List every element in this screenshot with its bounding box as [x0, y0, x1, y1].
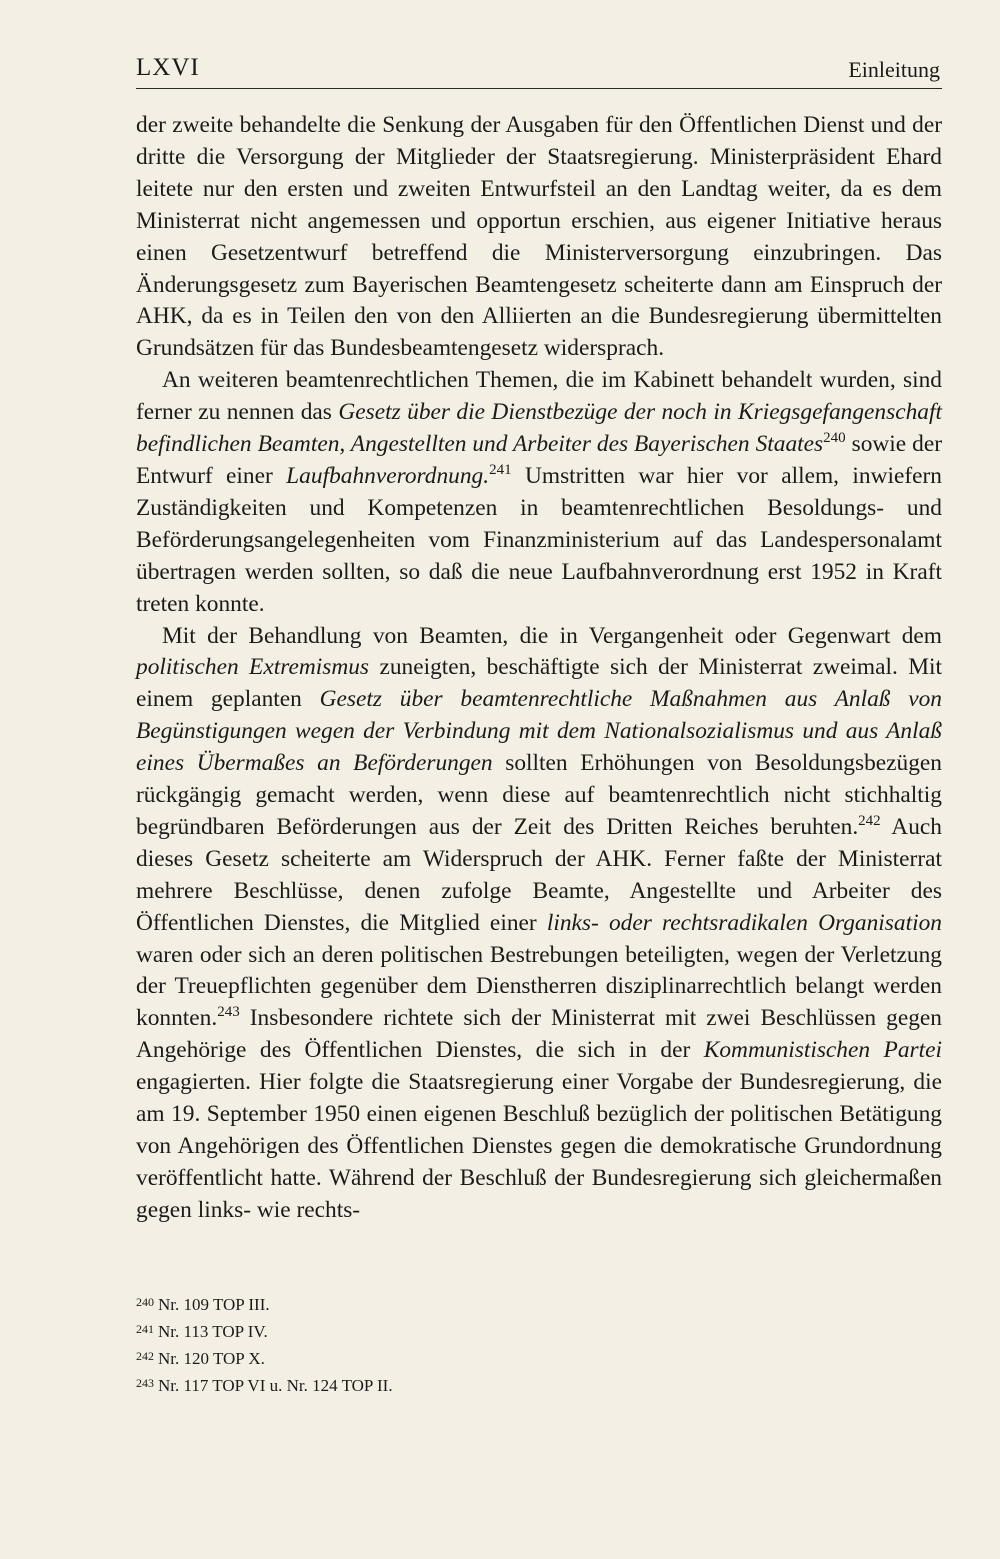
page-header: [136, 54, 942, 89]
body-text: [136, 110, 942, 1227]
footnote-text: Nr. 117 TOP VI u. Nr. 124 TOP II.: [158, 1376, 393, 1395]
text-run: waren oder sich an deren politischen Bestrebungen beteiligten, wegen der Verletzung der Treuepflichten gegenüber dem Dienstherren disziplinarrechtlich belangt werden konnten.: [136, 941, 942, 1032]
footnote-text: Nr. 109 TOP III.: [158, 1295, 270, 1314]
italic-term: politischen Extremismus: [136, 654, 370, 681]
text-run: engagierten. Hier folgte die Staatsregierung einer Vorgabe der Bundesregierung, die am 19. September 1950 einen eigenen Beschluß bezüglich der politischen Betätigung von Angehörigen des Öffentlichen Dienstes gegen die demokratische Grundordnung veröffentlicht hatte. Während der Beschluß der Bundesregierung sich gleichermaßen gegen links- wie rechts-: [136, 1069, 942, 1223]
text-run: Umstritten war hier vor allem, inwiefern Zuständigkeiten und Kompetenzen in beamtenrechtlichen Besoldungs- und Beförderungsangelegenheiten vom Finanzministerium auf das Landespersonalamt übertragen werden sollten, so daß die neue Laufbahnverordnung erst 1952 in Kraft treten konnte.: [136, 462, 943, 617]
footnote-number: 242: [136, 1349, 154, 1363]
text-run: Auch dieses Gesetz scheiterte am Widerspruch der AHK. Ferner faßte der Ministerrat mehrere Beschlüsse, denen zufolge Beamte, Angestellte und Arbeiter des Öffentlichen Dienstes, die Mitglied einer: [136, 813, 942, 936]
paragraph-1: [136, 110, 942, 365]
footnotes: [136, 1290, 942, 1398]
paragraph-3: [136, 621, 942, 1227]
italic-law-title: Gesetz über die Dienstbezüge der noch in Kriegsgefangenschaft befindlichen Beamten, Angestellten und Arbeiter des Bayerischen Staates: [136, 399, 942, 458]
footnote-number: 240: [136, 1295, 154, 1309]
footnote-ref-243: 243: [217, 1004, 240, 1021]
text-run: sollten Erhöhungen von Besoldungsbezügen rückgängig gemacht werden, wenn diese auf beamtenrechtlich nicht stichhaltig begründbaren Beförderungen aus der Zeit des Dritten Reiches beruhten.: [136, 750, 943, 840]
running-head: Einleitung: [848, 57, 940, 82]
italic-law-title: Laufbahnverordnung.: [286, 462, 490, 489]
italic-term: links- oder rechtsradikalen Organisation: [546, 909, 942, 936]
italic-law-title: Gesetz über beamtenrechtliche Maßnahmen aus Anlaß von Begünstigungen wegen der Verbindung mit dem Nationalsozialismus und aus Anlaß eines Übermaßes an Beförderungen: [136, 686, 943, 777]
text-run: sowie der Entwurf einer: [136, 431, 942, 489]
footnote: [136, 1344, 942, 1371]
footnote: [136, 1371, 942, 1398]
footnote-text: Nr. 113 TOP IV.: [158, 1322, 268, 1341]
paragraph-2: [136, 365, 942, 620]
text-run: zuneigten, beschäftigte sich der Ministerrat zweimal. Mit einem geplanten: [136, 654, 942, 713]
footnote: [136, 1317, 942, 1344]
page-number: LXVI: [136, 54, 200, 81]
footnote-ref-241: 241: [489, 461, 512, 478]
footnote-number: 243: [136, 1376, 154, 1390]
footnote-ref-242: 242: [858, 812, 881, 829]
text-run: An weiteren beamtenrechtlichen Themen, die im Kabinett behandelt wurden, sind ferner zu nennen das: [136, 367, 942, 426]
text-run: der zweite behandelte die Senkung der Ausgaben für den Öffentlichen Dienst und der dritte die Versorgung der Mitglieder der Staatsregierung. Ministerpräsident Ehard leitete nur den ersten und zweiten Entwurfsteil an den Landtag weiter, da es dem Ministerrat nicht angemessen und opportun erschien, aus eigener Initiative heraus einen Gesetzentwurf betreffend die Ministerversorgung einzubringen. Das Änderungsgesetz zum Bayerischen Beamtengesetz scheiterte dann am Einspruch der AHK, da es in Teilen den von den Alliierten an die Bundesregierung übermittelten Grundsätzen für das Bundesbeamtengesetz widersprach.: [136, 112, 942, 362]
footnote-number: 241: [136, 1322, 154, 1336]
text-run: Mit der Behandlung von Beamten, die in Vergangenheit oder Gegenwart dem: [162, 622, 942, 649]
text-run: Insbesondere richtete sich der Ministerrat mit zwei Beschlüssen gegen Angehörige des Öffentlichen Dienstes, die sich in der: [136, 1005, 942, 1064]
italic-term: Kommunistischen Partei: [703, 1037, 942, 1064]
footnote: [136, 1290, 942, 1317]
footnote-ref-240: 240: [823, 430, 846, 447]
footnote-text: Nr. 120 TOP X.: [158, 1349, 265, 1368]
